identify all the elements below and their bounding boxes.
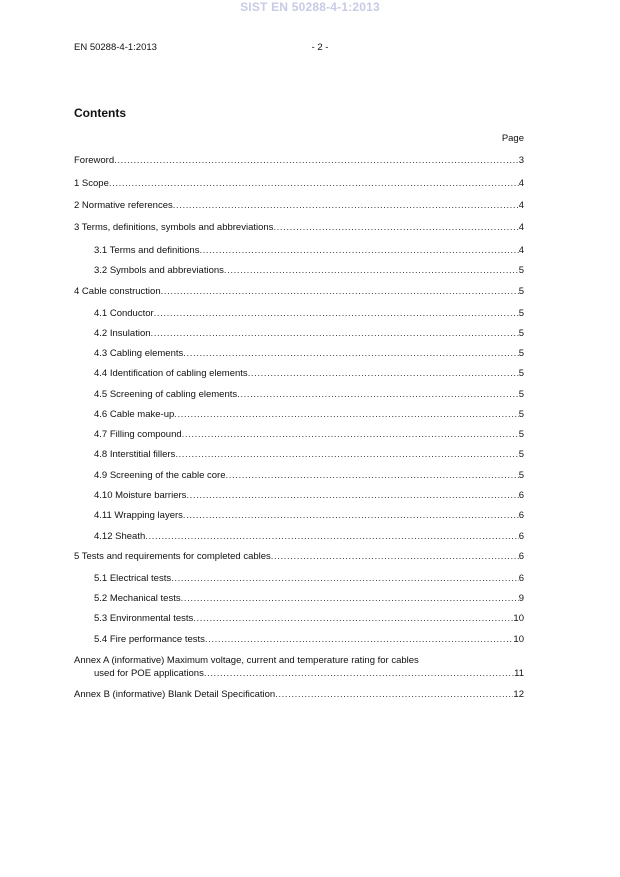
toc-entry[interactable] <box>94 428 524 441</box>
toc-entry-title: 4.3 Cabling elements <box>94 348 184 359</box>
dot-leader <box>109 177 519 190</box>
dot-leader <box>161 285 519 298</box>
toc-entry[interactable] <box>94 572 524 585</box>
dot-leader <box>193 612 513 625</box>
dot-leader <box>183 347 518 360</box>
toc-entry[interactable] <box>94 307 524 320</box>
toc-entry-page: 6 <box>518 510 524 521</box>
toc-entry-title: 4.10 Moisture barriers <box>94 490 187 501</box>
watermark: SIST EN 50288-4-1:2013 <box>240 0 380 14</box>
toc-entry-page: 4 <box>518 200 524 211</box>
dot-leader <box>204 667 514 680</box>
toc-entry[interactable] <box>94 530 524 543</box>
toc-entry[interactable] <box>94 509 524 522</box>
toc-entry-page: 6 <box>518 551 524 562</box>
toc-entry-title: 2 Normative references <box>74 200 173 211</box>
toc-entry-title: Foreword <box>74 155 115 166</box>
toc-entry[interactable] <box>94 612 524 625</box>
toc-entry[interactable] <box>94 408 524 421</box>
toc-entry-page: 5 <box>518 409 524 420</box>
dot-leader <box>226 469 519 482</box>
toc-entry-title: 5.2 Mechanical tests <box>94 593 181 604</box>
toc-entry-title: 3 Terms, definitions, symbols and abbreviations <box>74 222 274 233</box>
toc-entry[interactable] <box>94 347 524 360</box>
toc-entry-title: 4.7 Filling compound <box>94 429 182 440</box>
page-number: - 2 - <box>311 42 329 53</box>
toc-entry-title: 5.3 Environmental tests <box>94 613 194 624</box>
toc-entry[interactable] <box>74 221 524 234</box>
toc-entry-page: 4 <box>518 178 524 189</box>
dot-leader <box>271 550 519 563</box>
contents-heading: Contents <box>74 106 126 120</box>
toc-entry[interactable] <box>94 633 524 646</box>
toc-entry-page: 4 <box>518 245 524 256</box>
toc-entry-title: 4.2 Insulation <box>94 328 151 339</box>
toc-entry-page: 6 <box>518 531 524 542</box>
page-column-label: Page <box>501 133 524 144</box>
toc-entry-page: 12 <box>513 689 524 700</box>
toc-entry-page: 4 <box>518 222 524 233</box>
toc-entry[interactable] <box>94 469 524 482</box>
toc-entry-title: 4 Cable construction <box>74 286 161 297</box>
toc-entry-title: 5.4 Fire performance tests <box>94 634 205 645</box>
toc-entry[interactable] <box>74 177 524 190</box>
toc-entry-page: 5 <box>518 265 524 276</box>
toc-entry-title: 4.1 Conductor <box>94 308 154 319</box>
toc-entry-title: 4.6 Cable make-up <box>94 409 175 420</box>
dot-leader <box>145 530 518 543</box>
toc-entry[interactable] <box>94 327 524 340</box>
toc-entry-page: 10 <box>513 613 524 624</box>
toc-entry-page: 5 <box>518 470 524 481</box>
toc-entry-page: 5 <box>518 328 524 339</box>
toc-entry-page: 9 <box>518 593 524 604</box>
dot-leader <box>248 367 519 380</box>
toc-entry-page: 5 <box>518 389 524 400</box>
dot-leader <box>175 448 518 461</box>
toc-entry-title: 4.12 Sheath <box>94 531 146 542</box>
toc-entry[interactable] <box>94 367 524 380</box>
toc-entry[interactable] <box>74 550 524 563</box>
dot-leader <box>275 688 513 701</box>
dot-leader <box>199 244 518 257</box>
toc-entry[interactable] <box>74 654 524 680</box>
dot-leader <box>154 307 519 320</box>
toc-entry-page: 5 <box>518 449 524 460</box>
dot-leader <box>224 264 519 277</box>
toc-entry-page: 6 <box>518 490 524 501</box>
dot-leader <box>273 221 518 234</box>
dot-leader <box>205 633 514 646</box>
toc-entry-title: 4.4 Identification of cabling elements <box>94 368 248 379</box>
toc-entry[interactable] <box>94 489 524 502</box>
toc-entry[interactable] <box>74 199 524 212</box>
toc-entry-title: 4.8 Interstitial fillers <box>94 449 176 460</box>
dot-leader <box>182 428 519 441</box>
dot-leader <box>183 509 519 522</box>
toc-entry-title: 3.2 Symbols and abbreviations <box>94 265 224 276</box>
toc-entry[interactable] <box>74 688 524 701</box>
toc-entry-title: 4.11 Wrapping layers <box>94 510 183 521</box>
toc-entry[interactable] <box>94 388 524 401</box>
toc-entry-title: 1 Scope <box>74 178 109 189</box>
dot-leader <box>173 199 519 212</box>
document-id: EN 50288-4-1:2013 <box>74 42 157 53</box>
toc-entry-title-continuation: used for POE applications <box>94 668 204 679</box>
toc-entry-title: Annex B (informative) Blank Detail Specification <box>74 689 276 700</box>
toc-entry-title: 5 Tests and requirements for completed cables <box>74 551 271 562</box>
toc-entry-page: 5 <box>518 348 524 359</box>
toc-entry-page: 3 <box>518 155 524 166</box>
dot-leader <box>237 388 519 401</box>
dot-leader <box>151 327 519 340</box>
toc-entry-title: Annex A (informative) Maximum voltage, current and temperature rating for cables <box>74 655 419 666</box>
toc-entry-page: 5 <box>518 286 524 297</box>
toc-entry[interactable] <box>94 264 524 277</box>
toc-entry-page: 11 <box>514 668 524 679</box>
toc-entry-title: 3.1 Terms and definitions <box>94 245 200 256</box>
dot-leader <box>186 489 518 502</box>
toc-entry-title: 5.1 Electrical tests <box>94 573 172 584</box>
toc-entry[interactable] <box>94 244 524 257</box>
dot-leader <box>181 592 519 605</box>
toc-entry[interactable] <box>74 285 524 298</box>
dot-leader <box>174 408 518 421</box>
toc-entry-title: 4.9 Screening of the cable core <box>94 470 226 481</box>
dot-leader <box>114 154 519 167</box>
toc-entry-page: 5 <box>518 368 524 379</box>
toc-entry-title: 4.5 Screening of cabling elements <box>94 389 238 400</box>
toc-entry-page: 10 <box>513 634 524 645</box>
toc-entry[interactable] <box>74 154 524 167</box>
toc-entry-page: 5 <box>518 429 524 440</box>
toc-entry[interactable] <box>94 592 524 605</box>
toc-entry-page: 5 <box>518 308 524 319</box>
toc-entry[interactable] <box>94 448 524 461</box>
toc-entry-page: 6 <box>518 573 524 584</box>
dot-leader <box>171 572 519 585</box>
